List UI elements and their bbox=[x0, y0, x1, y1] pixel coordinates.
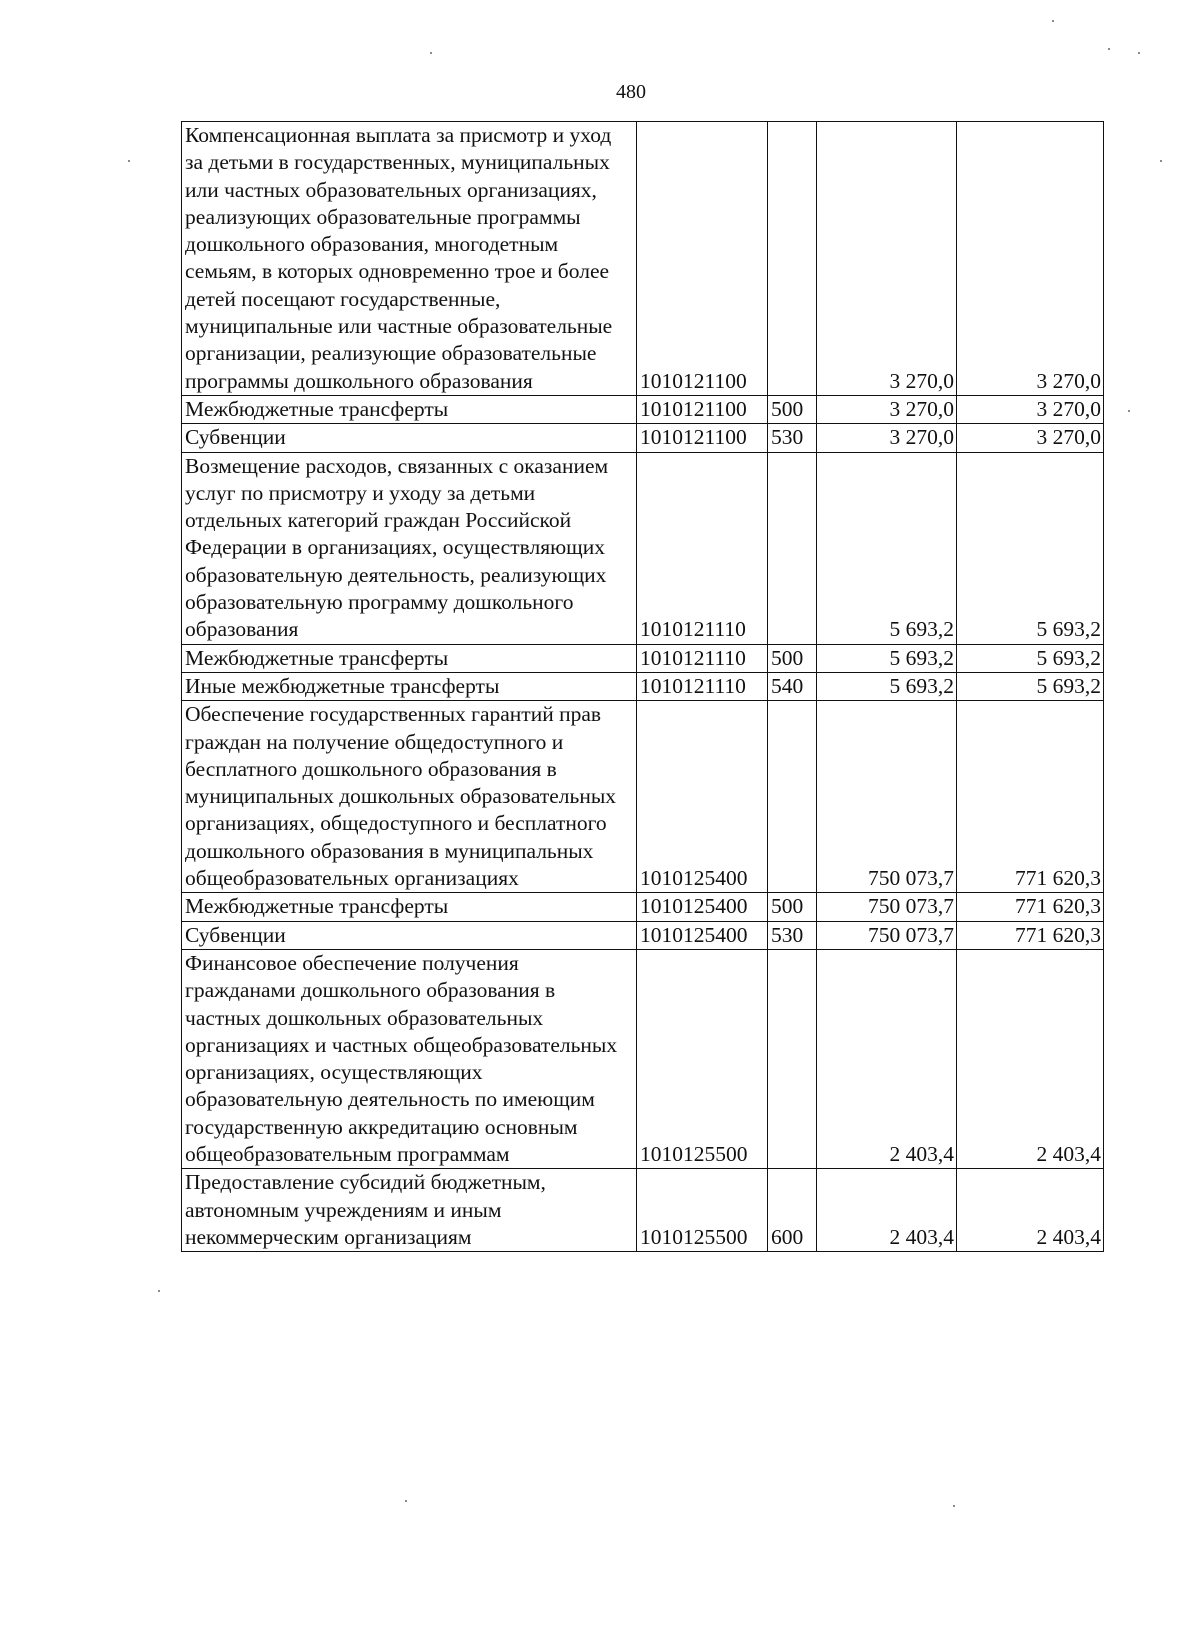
row-code: 1010121110 bbox=[637, 452, 768, 644]
row-name: Межбюджетные трансферты bbox=[182, 644, 637, 672]
table-row bbox=[182, 1169, 1104, 1252]
row-value-1: 750 073,7 bbox=[817, 701, 957, 893]
row-value-1: 5 693,2 bbox=[817, 644, 957, 672]
row-value-2: 3 270,0 bbox=[957, 424, 1104, 452]
table-row bbox=[182, 672, 1104, 700]
row-expense-type: 500 bbox=[768, 893, 817, 921]
row-value-2: 2 403,4 bbox=[957, 1169, 1104, 1252]
row-code: 1010121100 bbox=[637, 395, 768, 423]
row-name: Компенсационная выплата за присмотр и уход за детьми в государственных, муниципальных или частных образовательных организациях, реализующих образовательные программы дошкольного образования, многодетным семьям, в которых одновременно трое и более детей посещают государственные, муниципальные или частные образовательные организации, реализующие образовательные программы дошкольного образования bbox=[182, 122, 637, 396]
row-value-1: 750 073,7 bbox=[817, 893, 957, 921]
row-expense-type: 500 bbox=[768, 644, 817, 672]
row-expense-type: 530 bbox=[768, 921, 817, 949]
scan-speck bbox=[1052, 20, 1054, 22]
row-value-1: 750 073,7 bbox=[817, 921, 957, 949]
row-expense-type bbox=[768, 452, 817, 644]
table-row bbox=[182, 122, 1104, 396]
scan-speck bbox=[430, 52, 432, 54]
row-expense-type: 540 bbox=[768, 672, 817, 700]
row-expense-type bbox=[768, 122, 817, 396]
row-code: 1010125400 bbox=[637, 893, 768, 921]
table-row bbox=[182, 701, 1104, 893]
row-value-2: 3 270,0 bbox=[957, 395, 1104, 423]
row-name: Возмещение расходов, связанных с оказанием услуг по присмотру и уходу за детьми отдельных категорий граждан Российской Федерации в организациях, осуществляющих образовательную деятельность, реализующих образовательную программу дошкольного образования bbox=[182, 452, 637, 644]
row-code: 1010121100 bbox=[637, 424, 768, 452]
row-expense-type bbox=[768, 949, 817, 1168]
row-value-1: 5 693,2 bbox=[817, 452, 957, 644]
table-row bbox=[182, 452, 1104, 644]
row-value-1: 3 270,0 bbox=[817, 395, 957, 423]
row-name: Финансовое обеспечение получения гражданами дошкольного образования в частных дошкольных образовательных организациях и частных общеобразовательных организациях, осуществляющих образовательную деятельность по имеющим государственную аккредитацию основным общеобразовательным программам bbox=[182, 949, 637, 1168]
row-value-2: 5 693,2 bbox=[957, 672, 1104, 700]
row-value-2: 771 620,3 bbox=[957, 893, 1104, 921]
row-value-1: 2 403,4 bbox=[817, 1169, 957, 1252]
row-code: 1010121100 bbox=[637, 122, 768, 396]
table-row bbox=[182, 395, 1104, 423]
scan-speck bbox=[1128, 410, 1130, 412]
row-value-1: 5 693,2 bbox=[817, 672, 957, 700]
row-value-2: 3 270,0 bbox=[957, 122, 1104, 396]
row-value-2: 2 403,4 bbox=[957, 949, 1104, 1168]
row-name: Межбюджетные трансферты bbox=[182, 893, 637, 921]
row-name: Субвенции bbox=[182, 424, 637, 452]
page-number: 480 bbox=[616, 81, 646, 103]
scan-speck bbox=[128, 160, 130, 162]
row-expense-type: 530 bbox=[768, 424, 817, 452]
row-value-2: 771 620,3 bbox=[957, 701, 1104, 893]
scan-speck bbox=[1108, 48, 1110, 50]
row-code: 1010121110 bbox=[637, 644, 768, 672]
row-value-2: 771 620,3 bbox=[957, 921, 1104, 949]
row-code: 1010125500 bbox=[637, 949, 768, 1168]
row-value-1: 3 270,0 bbox=[817, 122, 957, 396]
row-value-1: 2 403,4 bbox=[817, 949, 957, 1168]
scan-speck bbox=[158, 1290, 160, 1292]
table-row bbox=[182, 424, 1104, 452]
row-value-1: 3 270,0 bbox=[817, 424, 957, 452]
row-code: 1010125400 bbox=[637, 921, 768, 949]
scan-speck bbox=[405, 1500, 407, 1502]
row-name: Обеспечение государственных гарантий прав граждан на получение общедоступного и бесплатного дошкольного образования в муниципальных дошкольных образовательных организациях, общедоступного и бесплатного дошкольного образования в муниципальных общеобразовательных организациях bbox=[182, 701, 637, 893]
scan-speck bbox=[953, 1505, 955, 1507]
row-code: 1010125500 bbox=[637, 1169, 768, 1252]
table-row bbox=[182, 644, 1104, 672]
table-row bbox=[182, 921, 1104, 949]
row-expense-type: 600 bbox=[768, 1169, 817, 1252]
row-expense-type: 500 bbox=[768, 395, 817, 423]
row-name: Межбюджетные трансферты bbox=[182, 395, 637, 423]
row-value-2: 5 693,2 bbox=[957, 644, 1104, 672]
row-code: 1010121110 bbox=[637, 672, 768, 700]
row-name: Предоставление субсидий бюджетным, автономным учреждениям и иным некоммерческим организациям bbox=[182, 1169, 637, 1252]
row-expense-type bbox=[768, 701, 817, 893]
table-row bbox=[182, 893, 1104, 921]
row-name: Иные межбюджетные трансферты bbox=[182, 672, 637, 700]
budget-table bbox=[181, 121, 1104, 1252]
table-row bbox=[182, 949, 1104, 1168]
row-name: Субвенции bbox=[182, 921, 637, 949]
row-value-2: 5 693,2 bbox=[957, 452, 1104, 644]
scan-speck bbox=[1160, 160, 1162, 162]
row-code: 1010125400 bbox=[637, 701, 768, 893]
scan-speck bbox=[1138, 52, 1140, 54]
